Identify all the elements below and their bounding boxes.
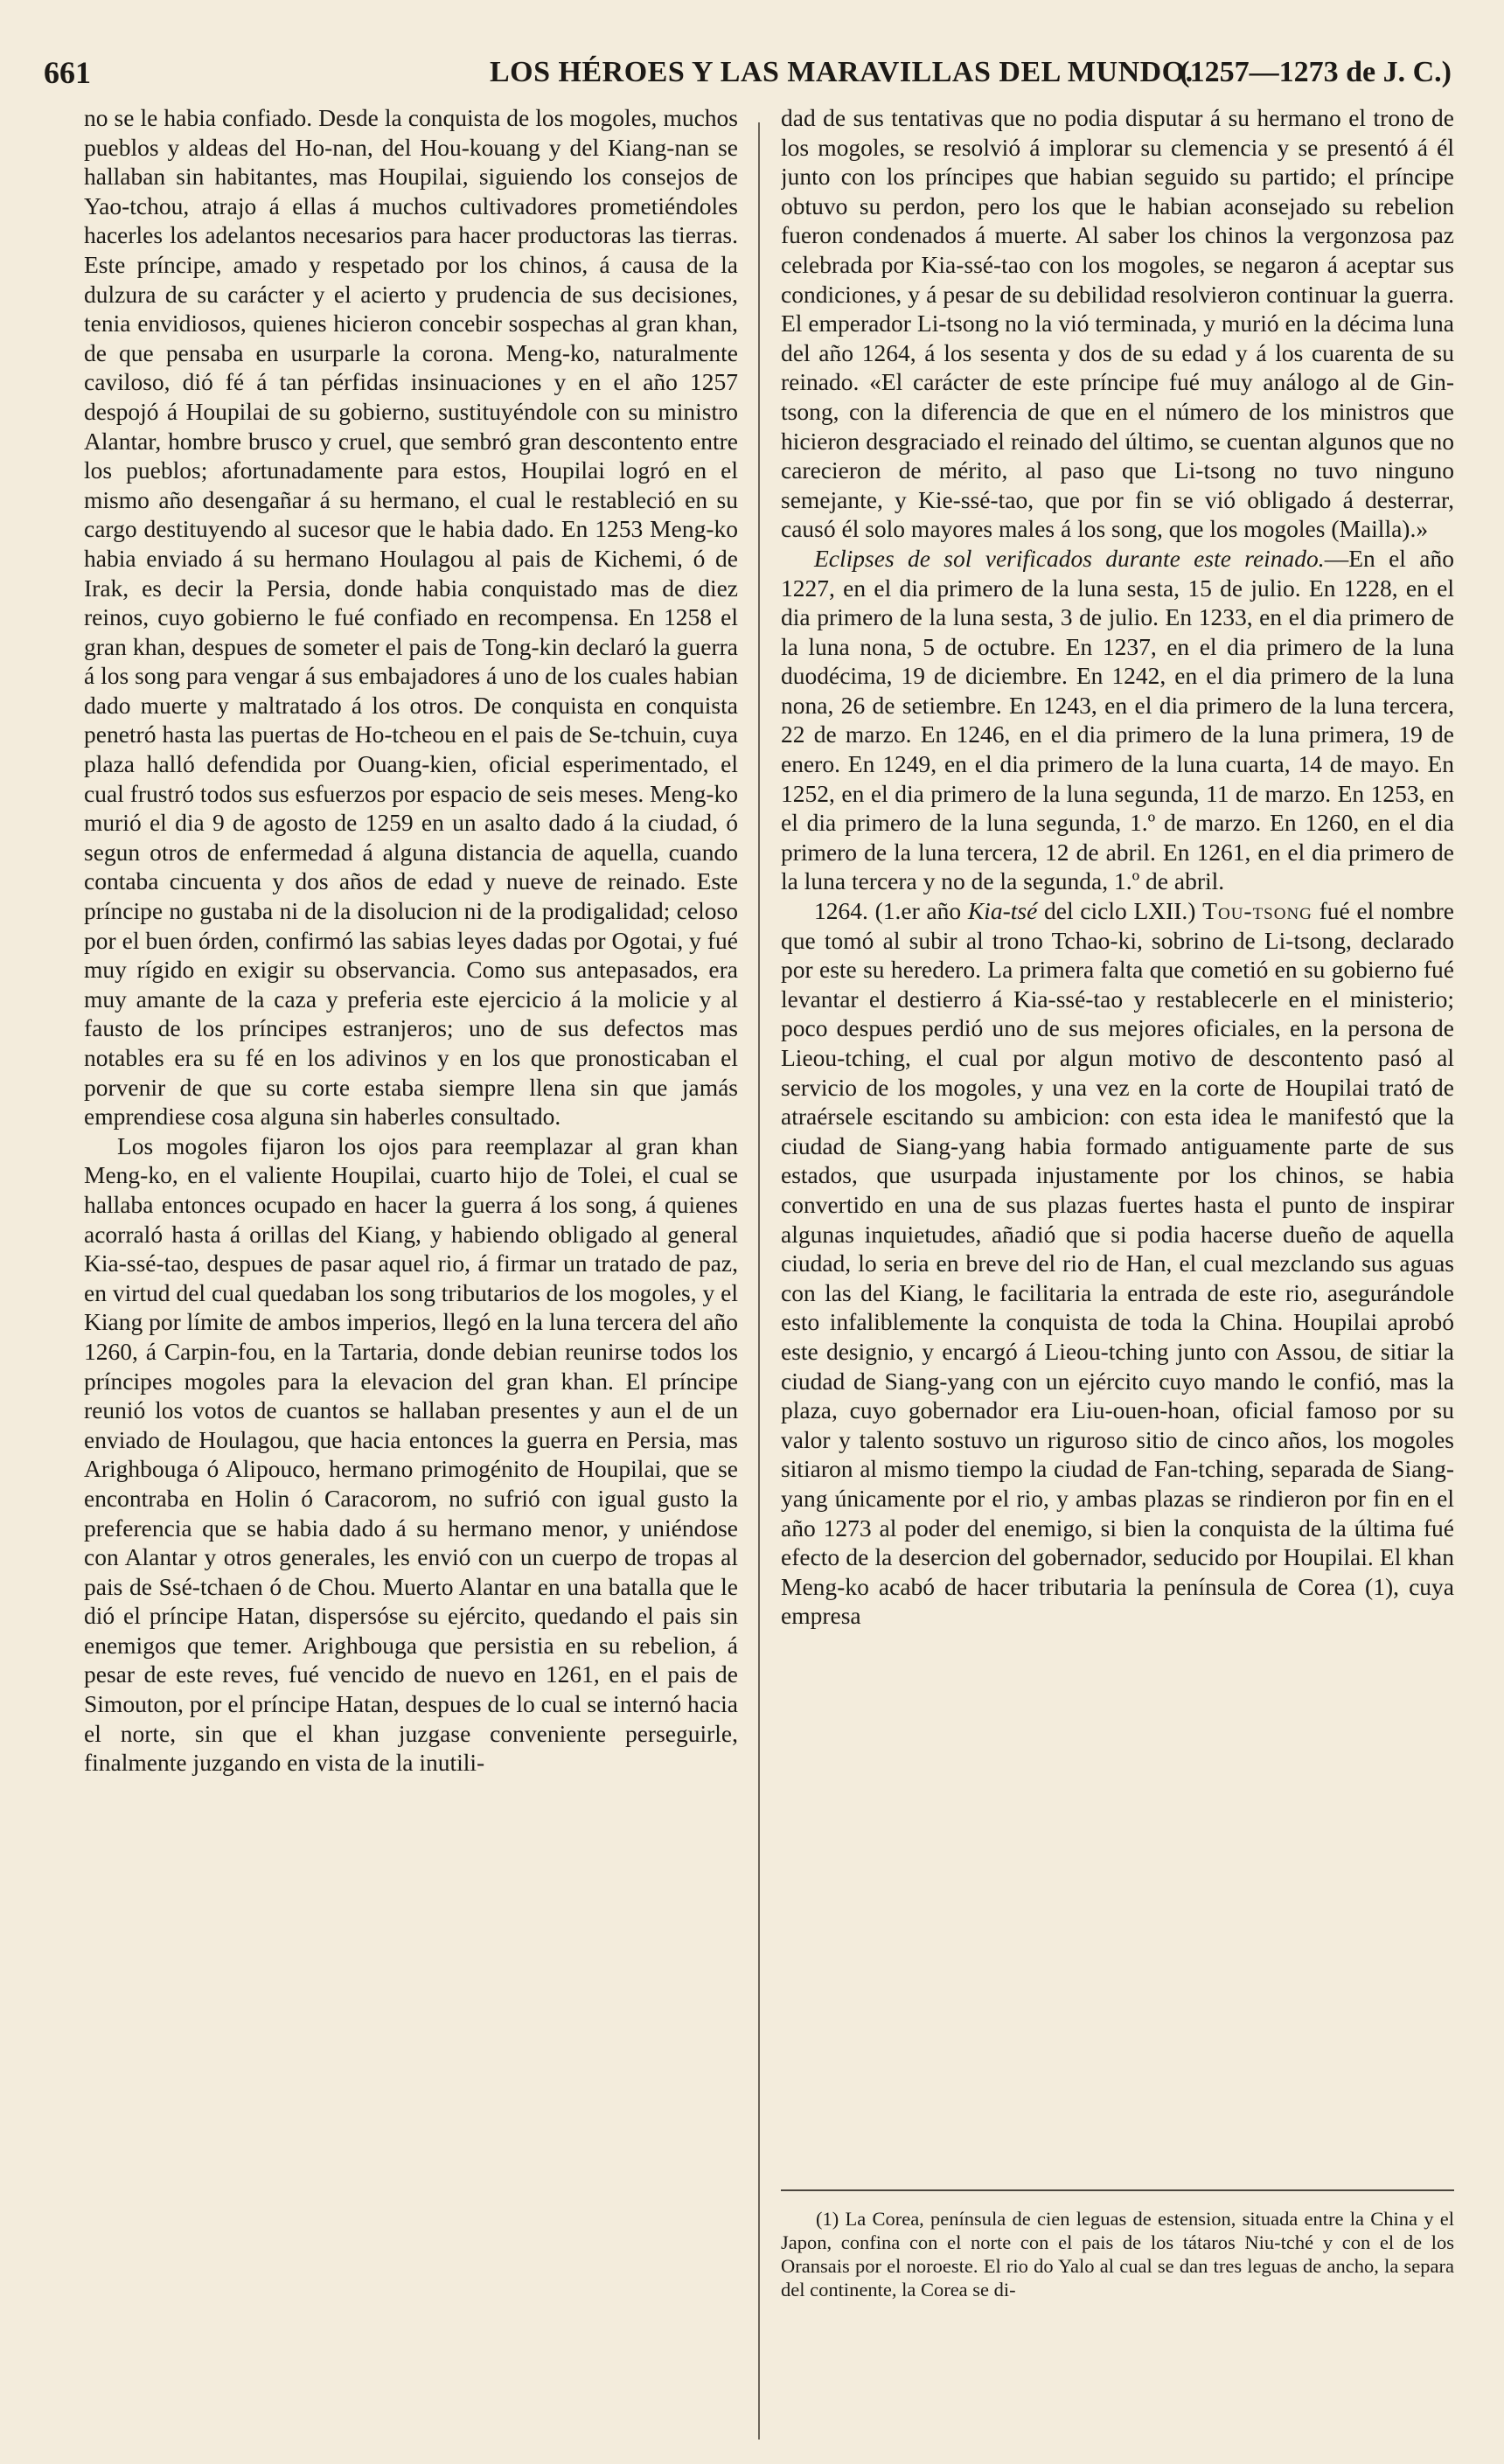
footnote bbox=[781, 2207, 1454, 2461]
eclipses-heading: Eclipses de sol verificados durante este reinado. bbox=[814, 544, 1325, 572]
right-column bbox=[781, 103, 1454, 2455]
cycle-name: Kia-tsé bbox=[967, 897, 1038, 925]
footnote-text: (1) La Corea, península de cien leguas de estension, situada entre la China y el Japon, confina con el norte con el pais de los tátaros Niu-tché y con el de los Oransais por el noroeste. El rio do Yalo al cual se dan tres leguas de ancho, la separa del continente, la Corea se di- bbox=[781, 2208, 1454, 2300]
right-paragraph-1: dad de sus tentativas que no podia disputar á su hermano el trono de los mogoles, se resolvió á implorar su clemencia y se presentó á él junto con los príncipes que habian seguido su partido; el príncipe obtuvo su perdon, pero los que le habian aconsejado su rebelion fueron condenados á muerte. Al saber los chinos la vergonzosa paz celebrada por Kia-ssé-tao con los mogoles, se negaron á aceptar sus condiciones, y á pesar de su debilidad resolvieron continuar la guerra. El emperador Li-tsong no la vió terminada, y murió en la décima luna del año 1264, á los sesenta y dos de su edad y á los cuarenta de su reinado. «El carácter de este príncipe fué muy análogo al de Gin-tsong, con la diferencia de que en el número de los ministros que hicieron desgraciado el reinado del último, se cuentan algunos que no carecieron de mérito, al paso que Li-tsong no tuvo ninguno semejante, y Kie-ssé-tao, que por fin se vió obligado á desterrar, causó él solo mayores males á los song, que los mogoles (Mailla).» bbox=[781, 104, 1454, 543]
cycle-number: del ciclo LXII.) bbox=[1037, 897, 1203, 925]
footnote-rule bbox=[781, 2189, 1454, 2191]
reign-1264-paragraph bbox=[781, 896, 1454, 1631]
eclipses-text: —En el año 1227, en el dia primero de la luna sesta, 15 de julio. En 1228, en el dia primero de la luna sesta, 3 de julio. En 1233, en el dia primero de la luna nona, 5 de octubre. En 1237, en el dia primero de la luna duodécima, 19 de diciembre. En 1242, en el dia primero de la luna nona, 26 de setiembre. En 1243, en el dia primero de la luna tercera, 22 de marzo. En 1246, en el dia primero de la luna primera, 19 de enero. En 1249, en el dia primero de la luna cuarta, 14 de mayo. En 1252, en el dia primero de la luna segunda, 11 de marzo. En 1253, en el dia primero de la luna segunda, 1.º de marzo. En 1260, en el dia primero de la luna tercera, 12 de abril. En 1261, en el dia primero de la luna tercera y no de la segunda, 1.º de abril. bbox=[781, 544, 1454, 895]
emperor-name: Tou-tsong bbox=[1202, 897, 1313, 925]
book-title: LOS HÉROES Y LAS MARAVILLAS DEL MUNDO. bbox=[490, 56, 1194, 88]
left-paragraph-1: no se le habia confiado. Desde la conquista de los mogoles, muchos pueblos y aldeas del Ho-nan, del Hou-kouang y del Kiang-nan se hallaban sin habitantes, mas Houpilai, siguiendo los consejos de Yao-tchou, atrajo á ellas á muchos cultivadores prometiéndoles hacerles los adelantos necesarios para hacer productoras las tierras. Este príncipe, amado y respetado por los chinos, á causa de la dulzura de su carácter y el acierto y prudencia de sus decisiones, tenia envidiosos, quienes hicieron concebir sospechas al gran khan, de que pensaba en usurparle la corona. Meng-ko, naturalmente caviloso, dió fé á tan pérfidas insinuaciones y en el año 1257 despojó á Houpilai de su gobierno, sustituyéndole con su ministro Alantar, hombre brusco y cruel, que sembró gran descontento entre los pueblos; afortunadamente para estos, Houpilai logró en el mismo año desengañar á su hermano, el cual le restableció en su cargo destituyendo al sucesor que le habia dado. En 1253 Meng-ko habia enviado á su hermano Houlagou al pais de Kichemi, ó de Irak, es decir la Persia, donde habia conquistado mas de diez reinos, cuyo gobierno le fué confiado en recompensa. En 1258 el gran khan, despues de someter el pais de Tong-kin declaró la guerra á los song para vengar á sus embajadores á uno de los cuales habian dado muerte y maltratado á los otros. De conquista en conquista penetró hasta las puertas de Ho-tcheou en el pais de Se-tchuin, cuya plaza halló defendida por Ouang-kien, oficial esperimentado, el cual frustró todos sus esfuerzos por espacio de seis meses. Meng-ko murió el dia 9 de agosto de 1259 en un asalto dado á la ciudad, ó segun otros de enfermedad á alguna distancia de aquella, cuando contaba cincuenta y dos años de edad y nueve de reinado. Este príncipe no gustaba ni de la disolucion ni de la prodigalidad; celoso por el buen órden, confirmó las sabias leyes dadas por Ogotai, y fué muy rígido en exigir su observancia. Como sus antepasados, era muy amante de la caza y preferia este ejercicio á la molicie y al fausto de los príncipes estranjeros; uno de sus defectos mas notables era su fé en los adivinos y en los que pronosticaban el porvenir de que su corte estaba siempre llena sin que jamás emprendiese cosa alguna sin haberles consultado. bbox=[84, 104, 738, 1131]
page-number: 661 bbox=[44, 55, 91, 90]
column-divider bbox=[758, 122, 760, 2440]
running-header bbox=[44, 54, 1452, 107]
left-column bbox=[84, 103, 738, 2455]
eclipses-paragraph bbox=[781, 544, 1454, 896]
year-entry: 1264. (1.er año bbox=[814, 897, 968, 925]
left-paragraph-2: Los mogoles fijaron los ojos para reemplazar al gran khan Meng-ko, en el valiente Houpilai, cuarto hijo de Tolei, el cual se hallaba entonces ocupado en hacer la guerra á los song, á quienes acorraló hasta á orillas del Kiang, y habiendo obligado al general Kia-ssé-tao, despues de pasar aquel rio, á firmar un tratado de paz, en virtud del cual quedaban los song tributarios de los mogoles, y el Kiang por límite de ambos imperios, llegó en la luna tercera del año 1260, á Carpin-fou, en la Tartaria, donde debian reunirse todos los príncipes mogoles para la elevacion del gran khan. El príncipe reunió los votos de cuantos se hallaban presentes y aun el de un enviado de Houlagou, que hacia entonces la guerra en Persia, mas Arighbouga ó Alipouco, hermano primogénito de Houpilai, que se encontraba en Holin ó Caracorom, no sufrió con igual gusto la preferencia que se habia dado á su hermano menor, y uniéndose con Alantar y otros generales, les envió con un cuerpo de tropas al pais de Ssé-tchaen ó de Chou. Muerto Alantar en una batalla que le dió el príncipe Hatan, dispersóse su ejército, quedando el pais sin enemigos que temer. Arighbouga que persistia en su rebelion, á pesar de este reves, fué vencido de nuevo en 1261, en el pais de Simouton, por el príncipe Hatan, despues de lo cual se internó hacia el norte, sin que el khan juzgase conveniente perseguirle, finalmente juzgando en vista de la inutili- bbox=[84, 1131, 738, 1777]
reign-text: fué el nombre que tomó al subir al trono Tchao-ki, sobrino de Li-tsong, declarado por este su heredero. La primera falta que cometió en su gobierno fué levantar el destierro á Kia-ssé-tao y restablecerle en el ministerio; poco despues perdió uno de sus mejores oficiales, en la persona de Lieou-tching, el cual por algun motivo de descontento pasó al servicio de los mogoles, y una vez en la corte de Houpilai trató de atraérsele escitando su ambicion: con esta idea le manifestó que la ciudad de Siang-yang habia formado antiguamente parte de sus estados, que usurpada injustamente por los chinos, se habia convertido en una de sus plazas fuertes hasta el punto de inspirar algunas inquietudes, añadió que si podia hacerse dueño de aquella ciudad, lo seria en breve del rio de Han, el cual mezclando sus aguas con las del Kiang, le facilitaria la entrada de este rio, asegurándole esto infaliblemente la conquista de toda la China. Houpilai aprobó este designio, y encargó á Lieou-tching junto con Assou, de sitiar la ciudad de Siang-yang con un ejército cuyo mando le confió, mas la plaza, cuyo gobernador era Liu-ouen-hoan, oficial famoso por su valor y talento sostuvo un riguroso sitio de cinco años, los mogoles sitiaron al mismo tiempo la ciudad de Fan-tching, separada de Siang-yang únicamente por el rio, y ambas plazas se rindieron por fin en el año 1273 al poder del enemigo, si bien la conquista de la última fué efecto de la desercion del gobernador, seducido por Houpilai. El khan Meng-ko acabó de hacer tributaria la península de Corea (1), cuya empresa bbox=[781, 897, 1454, 1630]
date-range: (1257—1273 de J. C.) bbox=[1180, 56, 1452, 88]
